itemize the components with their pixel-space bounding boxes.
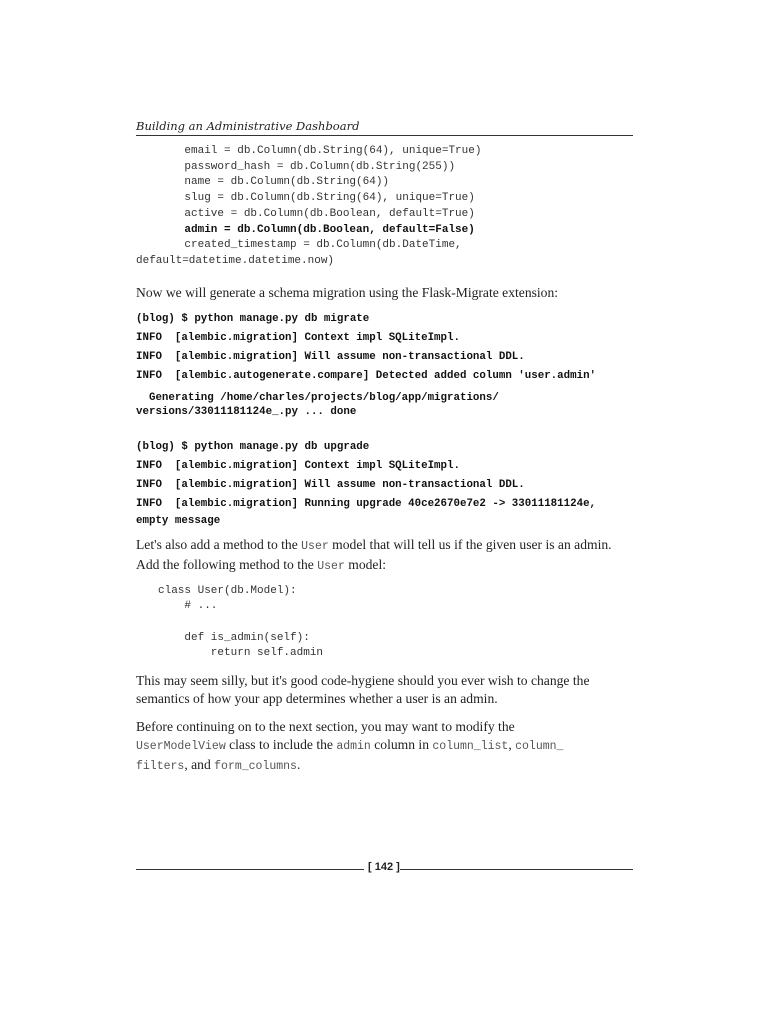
inline-code: column_ <box>515 740 564 754</box>
inline-code: column_list <box>432 740 509 754</box>
is-admin-code-block <box>158 584 633 663</box>
code-line: # ... <box>158 600 218 613</box>
inline-code: User <box>317 559 345 573</box>
footer-rule-right <box>400 869 633 870</box>
text-run: Let's also add a method to the <box>136 536 302 552</box>
footer-rule-left <box>136 869 364 870</box>
inline-code: form_columns <box>214 760 297 774</box>
terminal-line: INFO [alembic.migration] Context impl SQLiteImpl. <box>136 331 460 344</box>
terminal-line: INFO [alembic.migration] Will assume non-transactional DDL. <box>136 350 525 363</box>
page-footer <box>136 860 633 880</box>
paragraph-add-method <box>136 536 633 576</box>
code-line <box>158 615 633 631</box>
terminal-line: Generating /home/charles/projects/blog/app/migrations/ <box>136 391 499 404</box>
code-line: email = db.Column(db.String(64), unique=True) <box>158 145 482 157</box>
text-run: , <box>508 737 516 753</box>
inline-code: admin <box>336 740 371 754</box>
inline-code: UserModelView <box>136 740 226 754</box>
text-run: model: <box>344 556 386 572</box>
text-run: , and <box>184 757 215 773</box>
code-line: return self.admin <box>158 647 324 660</box>
terminal-line: INFO [alembic.autogenerate.compare] Detected added column 'user.admin' <box>136 369 597 382</box>
code-line: created_timestamp = db.Column(db.DateTime, <box>158 239 462 252</box>
code-line: name = db.Column(db.String(64)) <box>158 176 390 189</box>
page-number: [ 142 ] <box>368 861 400 873</box>
paragraph-code-hygiene: This may seem silly, but it's good code-hygiene should you ever wish to change the semantics of how your app determines whether a user is an admin. <box>136 673 590 707</box>
terminal-line: INFO [alembic.migration] Will assume non-transactional DDL. <box>136 478 525 491</box>
text-run: model that will tell us if the given user is an admin. Add the following method to the <box>136 536 612 572</box>
code-line: default=datetime.datetime.now) <box>136 254 335 267</box>
terminal-gap <box>136 419 633 438</box>
text-run: class to include the <box>225 737 337 753</box>
paragraph-migration-intro: Now we will generate a schema migration using the Flask-Migrate extension: <box>136 284 559 300</box>
code-line: class User(db.Model): <box>158 584 297 597</box>
inline-code: User <box>301 539 329 553</box>
terminal-migrate-output <box>136 310 633 419</box>
paragraph-next-section <box>136 718 633 776</box>
document-page <box>136 118 633 776</box>
inline-code: filters <box>136 760 185 774</box>
terminal-line: empty message <box>136 514 221 527</box>
text-run: . <box>296 757 301 773</box>
code-line: password_hash = db.Column(db.String(255)) <box>158 160 456 173</box>
code-line: def is_admin(self): <box>158 631 310 644</box>
code-line-highlighted: admin = db.Column(db.Boolean, default=False) <box>158 223 475 236</box>
terminal-line: (blog) $ python manage.py db upgrade <box>136 440 370 453</box>
model-code-block <box>136 144 633 270</box>
text-run: Before continuing on to the next section, you may want to modify the <box>136 719 515 735</box>
terminal-line: INFO [alembic.migration] Context impl SQLiteImpl. <box>136 459 460 472</box>
terminal-line: versions/33011181124e_.py ... done <box>136 405 357 418</box>
terminal-line: (blog) $ python manage.py db migrate <box>136 312 370 325</box>
code-line: active = db.Column(db.Boolean, default=True) <box>158 207 475 220</box>
running-header: Building an Administrative Dashboard <box>136 118 633 136</box>
text-run: column in <box>370 737 433 753</box>
code-line: slug = db.Column(db.String(64), unique=True) <box>158 192 475 205</box>
terminal-line: INFO [alembic.migration] Running upgrade 40ce2670e7e2 -> 33011181124e, <box>136 497 597 510</box>
terminal-upgrade-output <box>136 438 633 528</box>
